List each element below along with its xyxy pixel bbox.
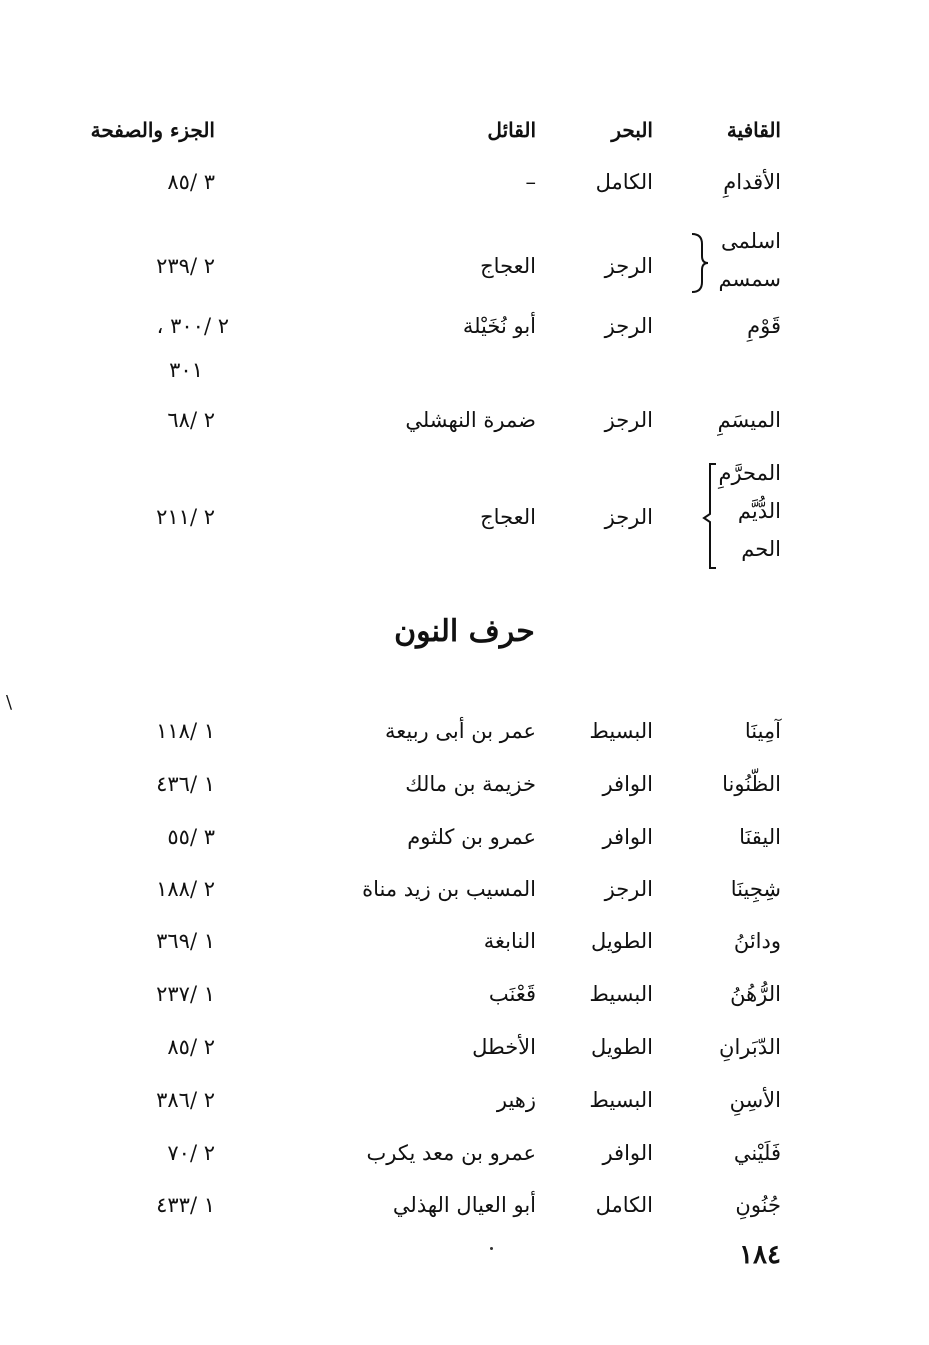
bahr-cell: الطويل bbox=[590, 929, 653, 953]
qafiya-line: الحم bbox=[741, 537, 781, 561]
juz-cell: ١ /٤٣٣ bbox=[156, 1193, 215, 1217]
qafiya-stack bbox=[719, 222, 781, 298]
juz-cell: ٢ /١٨٨ bbox=[156, 877, 215, 901]
bahr-cell: الوافر bbox=[602, 825, 653, 849]
bahr-cell: الرجز bbox=[604, 505, 653, 529]
bahr-cell: الكامل bbox=[595, 170, 653, 194]
qail-cell: ضمرة النهشلي bbox=[405, 408, 536, 432]
qail-cell: الأخطل bbox=[472, 1035, 536, 1059]
qail-cell: – bbox=[525, 170, 536, 194]
qafiya-cell: الميسَمِ bbox=[717, 408, 781, 432]
bahr-cell: البسيط bbox=[589, 982, 653, 1006]
juz-cell: ٢ /٣٠٠ ، bbox=[156, 314, 229, 338]
bahr-cell: الرجز bbox=[604, 408, 653, 432]
qail-cell: عمرو بن كلثوم bbox=[407, 825, 536, 849]
qafiya-line: اسلمى bbox=[720, 229, 781, 253]
brace-icon bbox=[688, 232, 710, 294]
juz-cell: ١ /٣٦٩ bbox=[156, 929, 215, 953]
qafiya-cell: الأقدامِ bbox=[723, 170, 781, 194]
qafiya-stack bbox=[718, 454, 781, 568]
qafiya-cell: قَوْمِ bbox=[747, 314, 781, 338]
juz-cell: ٣ /٨٥ bbox=[167, 170, 215, 194]
qail-cell: قَعْنَب bbox=[488, 982, 536, 1006]
juz-cell: ١ /٤٣٦ bbox=[156, 772, 215, 796]
juz-cell: ١ /١١٨ bbox=[156, 719, 215, 743]
bracket-icon bbox=[700, 462, 720, 570]
header-bahr: البحر bbox=[611, 118, 653, 142]
qail-cell: عمر بن أبى ربيعة bbox=[384, 719, 536, 743]
juz-cell-continuation: ٣٠١ bbox=[169, 358, 203, 382]
juz-cell: ٢ /٣٨٦ bbox=[156, 1088, 215, 1112]
juz-cell: ٣ /٥٥ bbox=[167, 825, 215, 849]
juz-cell: ١ /٢٣٧ bbox=[156, 982, 215, 1006]
page-number: ١٨٤ bbox=[739, 1240, 781, 1270]
bahr-cell: الكامل bbox=[595, 1193, 653, 1217]
qail-cell: المسيب بن زيد مناة bbox=[362, 877, 536, 901]
qafiya-line: الدُّيَّم bbox=[737, 499, 781, 523]
qail-cell: النابغة bbox=[483, 929, 536, 953]
header-qail: القائل bbox=[487, 118, 536, 142]
juz-cell: ٢ /٨٥ bbox=[167, 1035, 215, 1059]
qafiya-cell: فَلَيْني bbox=[733, 1141, 781, 1165]
header-juz: الجزء والصفحة bbox=[90, 118, 215, 142]
qafiya-line: المحرَّمِ bbox=[718, 461, 781, 485]
qail-cell: أبو نُخَيْلة bbox=[462, 314, 536, 338]
bahr-cell: الرجز bbox=[604, 254, 653, 278]
bahr-cell: الرجز bbox=[604, 877, 653, 901]
bahr-cell: الوافر bbox=[602, 772, 653, 796]
qafiya-cell: ودائنُ bbox=[733, 929, 781, 953]
qafiya-cell: آمِينَا bbox=[744, 719, 781, 743]
qail-cell: عمرو بن معد يكرب bbox=[366, 1141, 536, 1165]
qail-cell: أبو العيال الهذلي bbox=[392, 1193, 536, 1217]
qail-cell: زهير bbox=[496, 1088, 536, 1112]
qail-cell: العجاج bbox=[480, 505, 536, 529]
qafiya-cell: الظّنُونا bbox=[722, 772, 781, 796]
qafiya-line: سمسم bbox=[718, 267, 781, 291]
bahr-cell: البسيط bbox=[589, 1088, 653, 1112]
qafiya-cell: الأسِنِ bbox=[729, 1088, 781, 1112]
juz-cell: ٢ /٢٣٩ bbox=[156, 254, 215, 278]
qail-cell: العجاج bbox=[480, 254, 536, 278]
qail-cell: خزيمة بن مالك bbox=[405, 772, 536, 796]
qafiya-cell: الرُّهُنُ bbox=[730, 982, 781, 1006]
bahr-cell: الوافر bbox=[602, 1141, 653, 1165]
stray-dot bbox=[490, 1247, 493, 1250]
qafiya-cell: جُنُونِ bbox=[735, 1193, 781, 1217]
margin-mark: \ bbox=[6, 692, 13, 713]
header-qafiya: القافية bbox=[726, 118, 781, 142]
qafiya-cell: شِجِينَا bbox=[730, 877, 781, 901]
qafiya-cell: اليقنَا bbox=[739, 825, 781, 849]
bahr-cell: الطويل bbox=[590, 1035, 653, 1059]
qafiya-cell: الدّبَرانِ bbox=[719, 1035, 781, 1059]
juz-cell: ٢ /٦٨ bbox=[167, 408, 215, 432]
juz-cell: ٢ /٧٠ bbox=[167, 1141, 215, 1165]
section-title: حرف النون bbox=[394, 614, 535, 649]
bahr-cell: البسيط bbox=[589, 719, 653, 743]
juz-cell: ٢ /٢١١ bbox=[156, 505, 215, 529]
bahr-cell: الرجز bbox=[604, 314, 653, 338]
